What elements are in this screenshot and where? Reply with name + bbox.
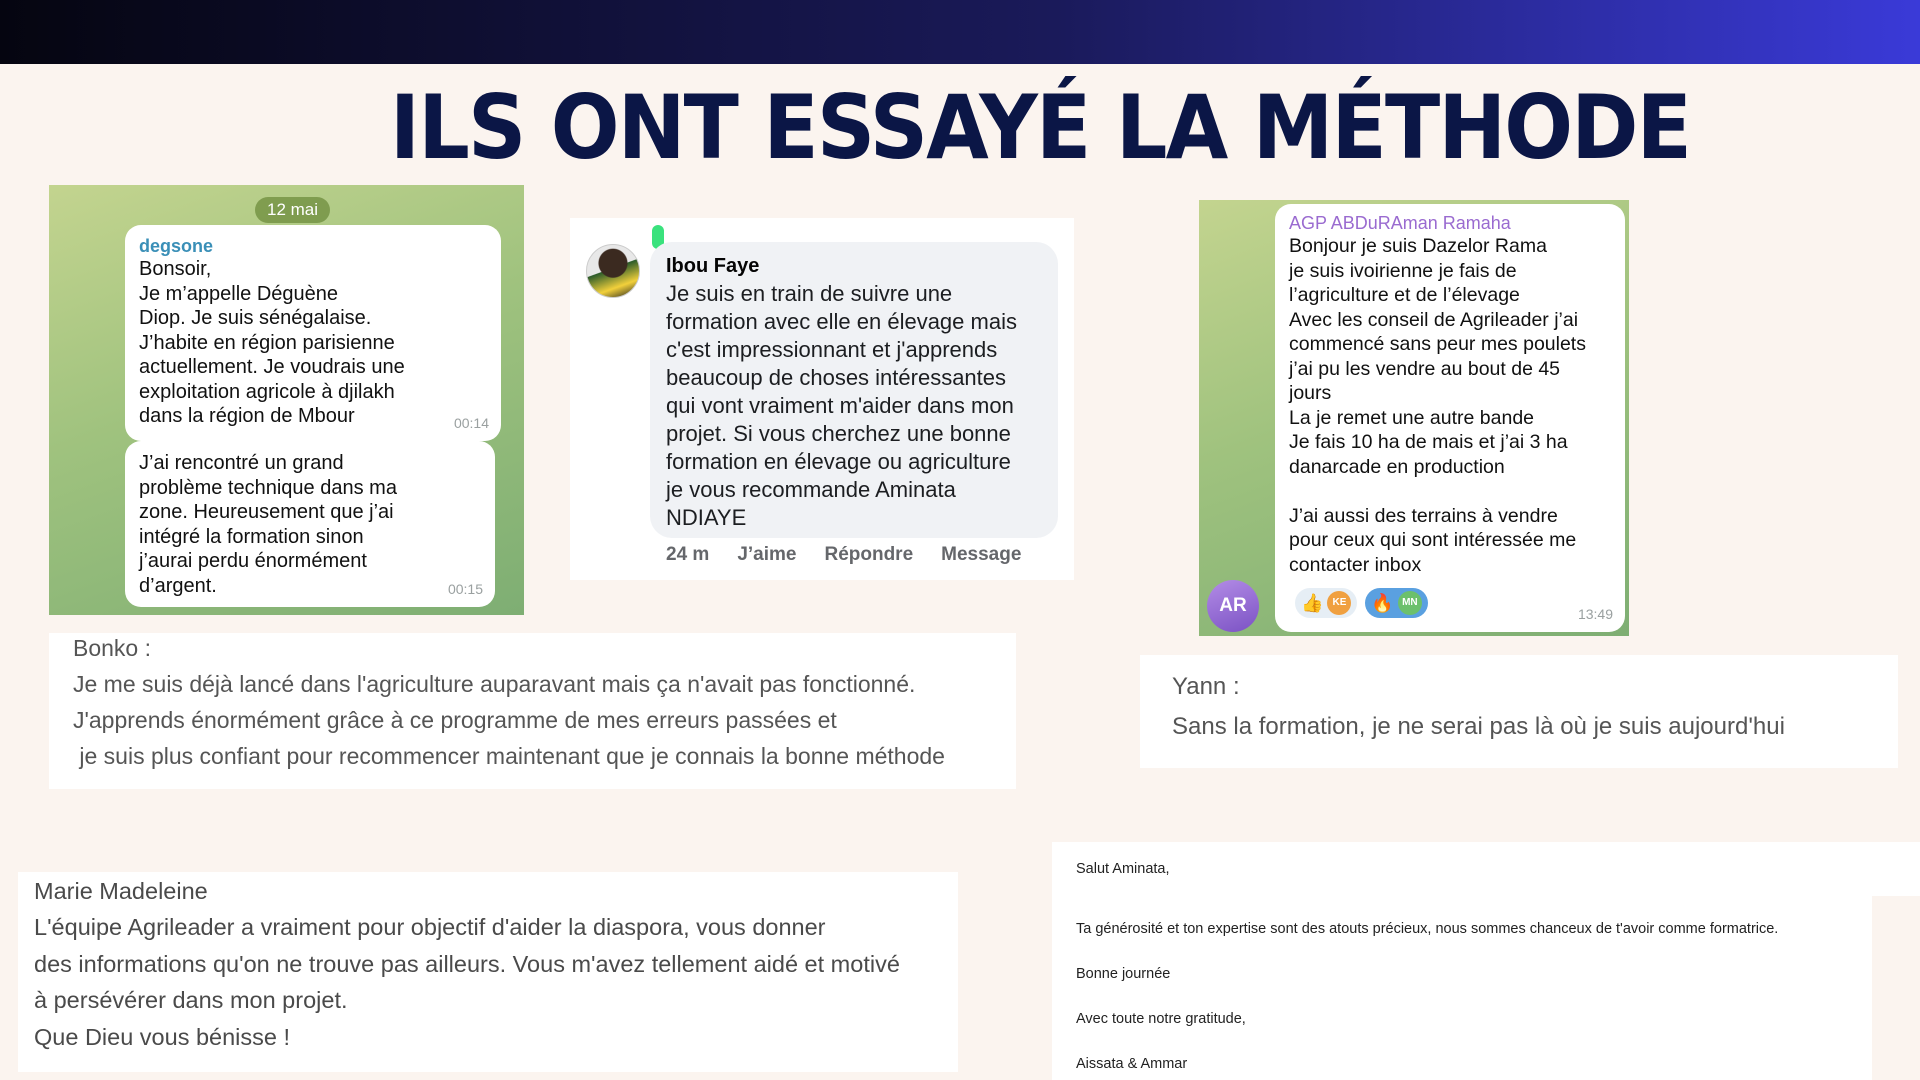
testimonial-line: L'équipe Agrileader a vraiment pour objectif d'aider la diaspora, vous donner — [34, 914, 826, 940]
thumbs-up-icon: 👍 — [1301, 592, 1324, 613]
message-line: j’ai pu les vendre au bout de 45 — [1289, 357, 1561, 380]
message-line: contacter inbox — [1289, 553, 1422, 576]
message-line: J’ai aussi des terrains à vendre — [1289, 504, 1558, 527]
testimonial-line: Je me suis déjà lancé dans l'agriculture auparavant mais ça n'avait pas fonctionné. — [73, 671, 916, 697]
message-line: danarcade en production — [1289, 455, 1505, 478]
message-button[interactable]: Message — [941, 544, 1022, 565]
email-testimonial — [1052, 842, 1872, 1080]
message-line: Avec les conseil de Agrileader j’ai — [1289, 308, 1579, 331]
telegram-screenshot-ramaha — [1199, 200, 1629, 636]
email-closing: Avec toute notre gratitude, — [1076, 1011, 1246, 1027]
comment-line: formation en élevage ou agriculture — [666, 449, 1011, 474]
email-closing: Bonne journée — [1076, 966, 1171, 982]
message-line — [1289, 479, 1611, 504]
fire-icon: 🔥 — [1371, 592, 1394, 613]
sender-name: AGP ABDuRAman Ramaha — [1289, 213, 1511, 233]
message-line: jours — [1289, 382, 1332, 404]
message-line: d’argent. — [139, 574, 217, 597]
message-line: je suis ivoirienne je fais de — [1289, 259, 1517, 282]
reaction-fire[interactable] — [1365, 588, 1427, 618]
message-line: Diop. Je suis sénégalaise. — [139, 307, 372, 329]
testimonial-line: des informations qu'on ne trouve pas ailleurs. Vous m'avez tellement aidé et motivé — [34, 951, 900, 977]
message-line: Je fais 10 ha de mais et j’ai 3 ha — [1289, 431, 1568, 453]
comment-line: je vous recommande Aminata — [666, 477, 956, 502]
message-line: intégré la formation sinon — [139, 525, 364, 548]
avatar[interactable] — [586, 244, 640, 298]
author-name: Yann : — [1172, 673, 1240, 700]
avatar[interactable] — [1207, 580, 1259, 632]
comment-line: qui vont vraiment m'aider dans mon — [666, 393, 1014, 418]
message-line: dans la région de Mbour — [139, 405, 355, 427]
author-name: Bonko : — [73, 635, 151, 661]
email-body: Ta générosité et ton expertise sont des atouts précieux, nous sommes chanceux de t'avoir comme formatrice. — [1076, 921, 1779, 937]
avatar-initials: AR — [1219, 595, 1247, 616]
message-line: J’ai rencontré un grand — [139, 452, 344, 474]
email-edge — [1868, 842, 1920, 896]
message-line: zone. Heureusement que j’ai — [139, 501, 394, 523]
facebook-comment — [570, 218, 1074, 580]
top-banner — [0, 0, 1920, 64]
message-bubble-2 — [125, 441, 495, 607]
message-line: l’agriculture et de l’élevage — [1289, 284, 1520, 306]
like-button[interactable]: J’aime — [737, 544, 797, 565]
message-line: problème technique dans ma — [139, 476, 397, 499]
author-name: Marie Madeleine — [34, 878, 208, 904]
comment-line: Je suis en train de suivre une — [666, 281, 953, 306]
testimonial-line: à persévérer dans mon projet. — [34, 987, 348, 1013]
comment-line: NDIAYE — [666, 505, 747, 530]
message-line: j’aurai perdu énormément — [139, 550, 367, 572]
testimonial-marie-madeleine — [18, 872, 958, 1072]
page-title: ILS ONT ESSAYÉ LA MÉTHODE — [389, 76, 1691, 179]
reaction-thumbs-up[interactable] — [1295, 588, 1357, 618]
message-bubble — [1275, 204, 1625, 632]
message-line: Bonjour je suis Dazelor Rama — [1289, 235, 1547, 257]
testimonial-line: J'apprends énormément grâce à ce programme de mes erreurs passées et — [73, 707, 837, 733]
comment-line: c'est impressionnant et j'apprends — [666, 337, 998, 362]
testimonial-yann — [1140, 655, 1898, 768]
message-line: Je m’appelle Déguène — [139, 282, 339, 305]
message-line: Bonsoir, — [139, 258, 212, 280]
reply-button[interactable]: Répondre — [824, 544, 914, 565]
commenter-name[interactable]: Ibou Faye — [666, 255, 760, 277]
reactor-avatar: KE — [1327, 591, 1351, 615]
message-time: 00:15 — [447, 580, 483, 597]
date-chip: 12 mai — [255, 197, 330, 223]
comment-line: projet. Si vous cherchez une bonne — [666, 421, 1011, 446]
message-line: J’habite en région parisienne — [139, 331, 395, 354]
message-line: pour ceux qui sont intéressée me — [1289, 529, 1577, 551]
email-greeting: Salut Aminata, — [1076, 861, 1170, 877]
testimonial-text: Sans la formation, je ne serai pas là où je suis aujourd'hui — [1172, 713, 1785, 740]
testimonial-bonko — [49, 633, 1016, 789]
message-bubble-1 — [125, 225, 501, 441]
email-signature: Aissata & Ammar — [1076, 1056, 1188, 1072]
comment-line: beaucoup de choses intéressantes — [666, 365, 1007, 390]
testimonial-line: je suis plus confiant pour recommencer maintenant que je connais la bonne méthode — [73, 743, 945, 769]
comment-time: 24 m — [666, 544, 710, 565]
message-line: actuellement. Je voudrais une — [139, 356, 405, 378]
message-line: commencé sans peur mes poulets — [1289, 333, 1586, 355]
reactions — [1295, 588, 1428, 618]
sender-name: degsone — [139, 236, 214, 256]
reactor-avatar: MN — [1398, 591, 1422, 615]
message-time: 00:14 — [453, 414, 489, 431]
comment-line: formation avec elle en élevage mais — [666, 309, 1017, 334]
comment-actions — [666, 544, 1021, 566]
message-line: exploitation agricole à djilakh — [139, 380, 395, 403]
message-time: 13:49 — [1577, 605, 1613, 622]
telegram-screenshot-degsone — [49, 185, 524, 615]
message-line: La je remet une autre bande — [1289, 406, 1535, 429]
testimonial-line: Que Dieu vous bénisse ! — [34, 1024, 291, 1050]
comment-bubble — [650, 242, 1058, 538]
